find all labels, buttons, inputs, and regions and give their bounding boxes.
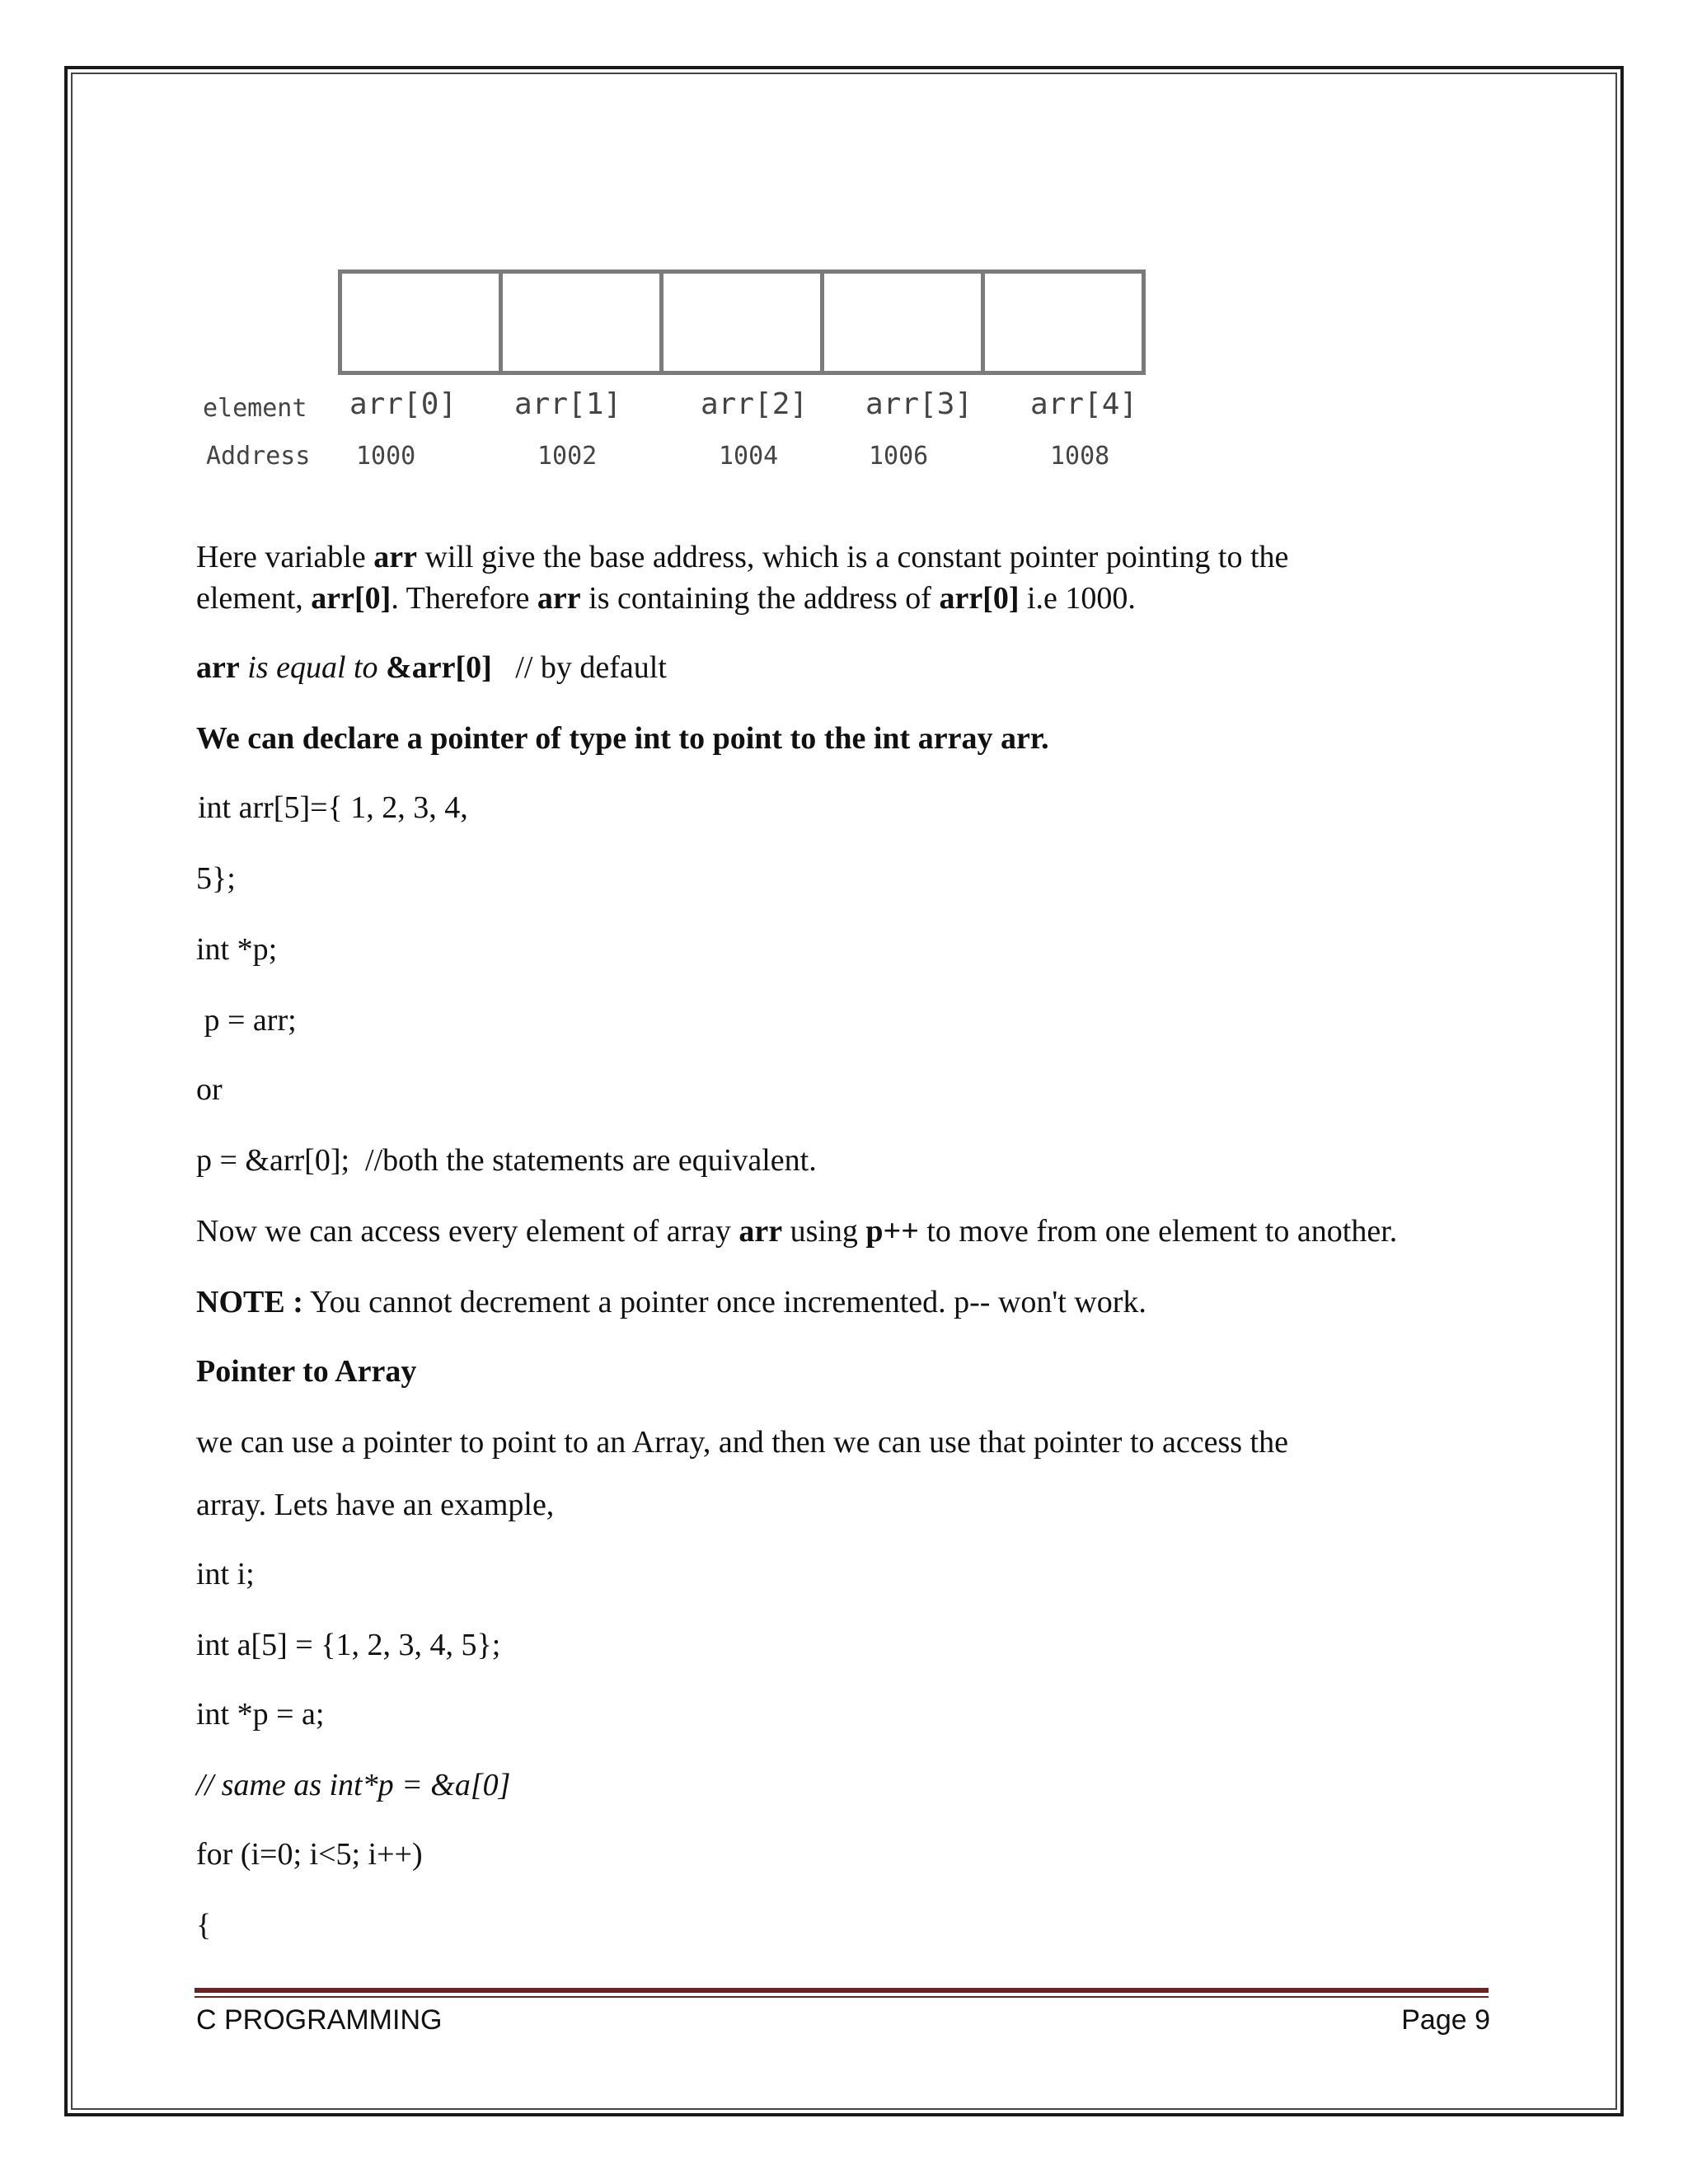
element-row-label: element — [203, 394, 307, 423]
address-label: 1000 — [356, 442, 416, 471]
note: NOTE : You cannot decrement a pointer once incremented. p-- won't work. — [196, 1285, 1146, 1319]
address-label: 1008 — [1050, 442, 1110, 471]
code-line: int arr[5]={ 1, 2, 3, 4, — [198, 790, 468, 825]
array-cell — [659, 269, 824, 375]
array-cell — [499, 269, 663, 375]
address-row-label: Address — [206, 442, 311, 471]
code-line: p = arr; — [196, 1003, 297, 1038]
code-line: int i; — [196, 1557, 255, 1591]
paragraph: Here variable arr will give the base address, which is a constant pointer pointing to the — [196, 540, 1289, 574]
code-line: p = &arr[0]; //both the statements are equivalent. — [196, 1143, 817, 1178]
paragraph: Now we can access every element of array arr using p++ to move from one element to another. — [196, 1214, 1398, 1249]
address-label: 1006 — [869, 442, 929, 471]
code-line: { — [196, 1908, 212, 1943]
code-line: int a[5] = {1, 2, 3, 4, 5}; — [196, 1628, 501, 1662]
code-line: or — [196, 1072, 223, 1107]
paragraph: we can use a pointer to point to an Array, and then we can use that pointer to access the — [196, 1425, 1288, 1460]
footer-rule — [195, 1996, 1489, 1998]
address-label: 1004 — [719, 442, 779, 471]
element-label: arr[2] — [701, 387, 809, 421]
array-cell — [820, 269, 985, 375]
element-label: arr[3] — [865, 387, 973, 421]
footer-rule — [195, 1988, 1489, 1993]
equality-statement: arr is equal to &arr[0] // by default — [196, 650, 667, 685]
array-cell — [981, 269, 1146, 375]
code-line: int *p = a; — [196, 1697, 325, 1732]
page-number: Page 9 — [1401, 2004, 1490, 2036]
address-label: 1002 — [537, 442, 598, 471]
paragraph: element, arr[0]. Therefore arr is containing the address of arr[0] i.e 1000. — [196, 581, 1136, 616]
code-line: 5}; — [196, 861, 236, 896]
array-diagram — [338, 269, 1146, 375]
paragraph: array. Lets have an example, — [196, 1488, 555, 1522]
code-line: int *p; — [196, 932, 278, 967]
element-label: arr[4] — [1030, 387, 1138, 421]
element-label: arr[0] — [349, 387, 457, 421]
section-heading: We can declare a pointer of type int to point to the int array arr. — [196, 721, 1049, 756]
section-heading: Pointer to Array — [196, 1354, 417, 1389]
array-cell — [338, 269, 503, 375]
code-comment: // same as int*p = &a[0] — [196, 1768, 511, 1802]
element-label: arr[1] — [514, 387, 622, 421]
footer-title: C PROGRAMMING — [196, 2004, 443, 2036]
code-line: for (i=0; i<5; i++) — [196, 1837, 423, 1872]
